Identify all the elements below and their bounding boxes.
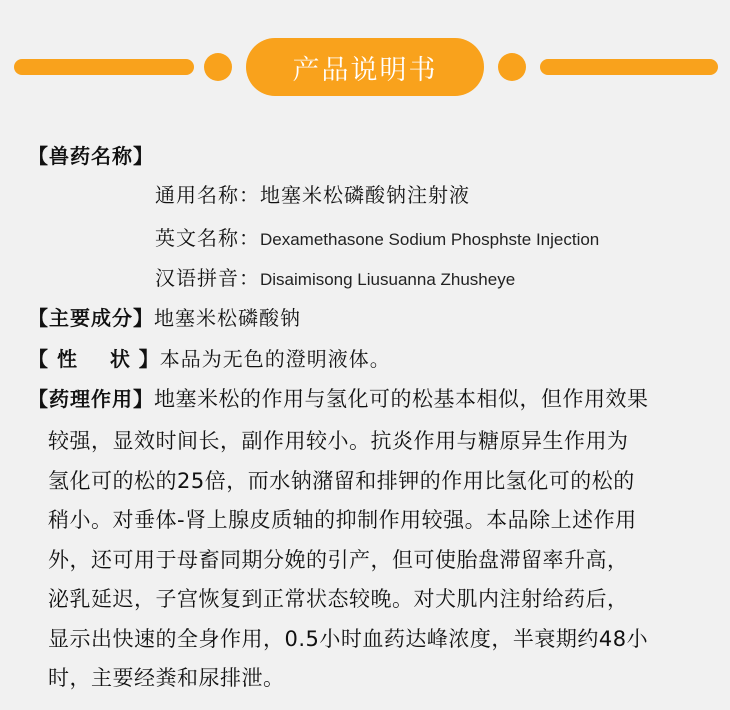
section-label-properties: 【 性 状 】 bbox=[28, 347, 160, 371]
generic-name-row bbox=[155, 179, 470, 208]
properties-value: 本品为无色的澄明液体。 bbox=[159, 347, 391, 371]
english-name-value: Dexamethasone Sodium Phosphste Injection bbox=[260, 230, 600, 249]
english-name-label: 英文名称： bbox=[155, 226, 260, 250]
properties-row bbox=[28, 343, 391, 372]
section-label-pharmacology: 【药理作用】 bbox=[28, 387, 154, 411]
pharmacology-line: 氢化可的松的25倍，而水钠潴留和排钾的作用比氢化可的松的 bbox=[48, 468, 635, 493]
pinyin-value: Disaimisong Liusuanna Zhusheye bbox=[260, 270, 516, 289]
pharmacology-first-line: 地塞米松的作用与氢化可的松基本相似，但作用效果 bbox=[154, 387, 649, 411]
ingredients-value: 地塞米松磷酸钠 bbox=[154, 306, 301, 330]
pharmacology-line: 显示出快速的全身作用，0.5小时血药达峰浓度，半衰期约48小 bbox=[48, 626, 649, 651]
pinyin-label: 汉语拼音： bbox=[155, 266, 260, 290]
decorative-bar-left bbox=[14, 59, 194, 75]
decorative-dot-left bbox=[204, 53, 232, 81]
section-label-ingredients: 【主要成分】 bbox=[28, 306, 154, 330]
pharmacology-line: 时，主要经粪和尿排泄。 bbox=[48, 666, 285, 690]
decorative-dot-right bbox=[498, 53, 526, 81]
section-label-vet-name: 【兽药名称】 bbox=[28, 144, 154, 168]
pinyin-row bbox=[155, 262, 515, 291]
pharmacology-line: 泌乳延迟，子宫恢复到正常状态较晚。对犬肌内注射给药后， bbox=[48, 587, 629, 611]
generic-name-value: 地塞米松磷酸钠注射液 bbox=[260, 183, 470, 207]
generic-name-label: 通用名称： bbox=[155, 183, 260, 207]
pharmacology-line: 稍小。对垂体-肾上腺皮质轴的抑制作用较强。本品除上述作用 bbox=[48, 508, 637, 532]
decorative-bar-right bbox=[540, 59, 718, 75]
pharmacology-line: 较强，显效时间长，副作用较小。抗炎作用与糖原异生作用为 bbox=[48, 429, 629, 453]
pharmacology-paragraph bbox=[48, 422, 708, 699]
title-pill bbox=[246, 38, 484, 96]
page-title: 产品说明书 bbox=[292, 54, 438, 86]
header-banner bbox=[0, 0, 730, 120]
ingredients-row bbox=[28, 302, 301, 331]
pharmacology-line: 外，还可用于母畜同期分娩的引产，但可使胎盘滞留率升高， bbox=[48, 547, 629, 572]
english-name-row bbox=[155, 222, 599, 251]
pharmacology-first-row bbox=[28, 383, 649, 413]
